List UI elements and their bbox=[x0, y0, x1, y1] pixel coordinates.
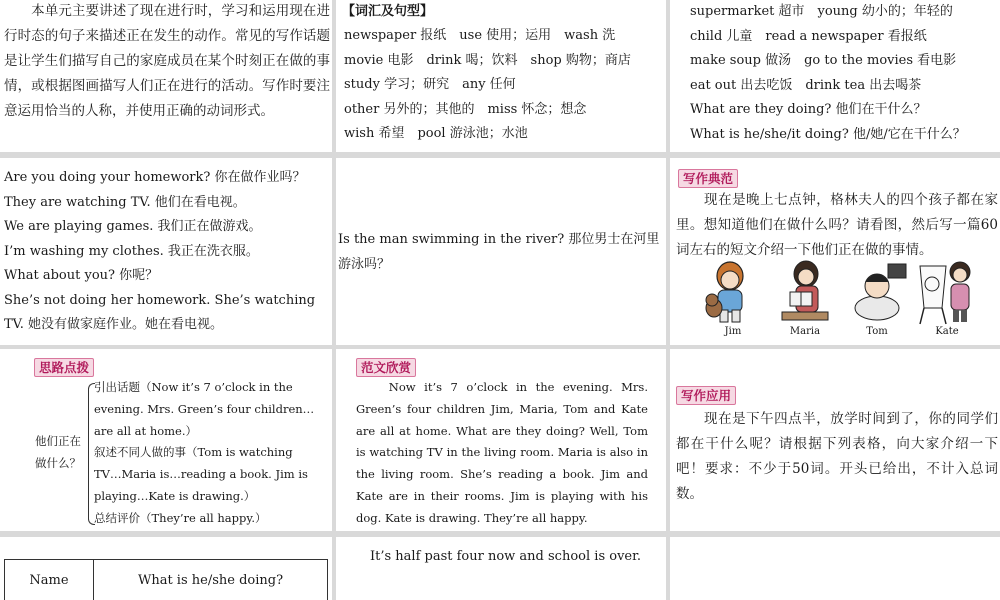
phrases-list bbox=[690, 0, 966, 147]
sample-tag: 范文欣赏 bbox=[356, 358, 416, 377]
girl-reading-icon bbox=[772, 258, 838, 326]
table-header-row bbox=[5, 560, 328, 600]
application-text: 现在是下午四点半，放学时间到了，你的同学们都在干什么呢？请根据下列表格，向大家介绍一下吧！要求：不少于50词。开头已给出，不计入总词数。 bbox=[676, 411, 998, 502]
sentences-cell bbox=[0, 158, 332, 345]
intro-text: 本单元主要讲述了现在进行时，学习和运用现在进行时态的句子来描述正在发生的动作。常见的写作话题是让学生们描写自己的家庭成员在某个时刻正在做的事情，或根据图画描写人们正在进行的活动。写作时要注意运用恰当的人称，并使用正确的动词形式。 bbox=[4, 3, 330, 119]
answer-start-text: It’s half past four now and school is over. bbox=[344, 549, 642, 564]
girl-drawing-icon bbox=[914, 258, 980, 326]
sentence-list bbox=[4, 166, 330, 338]
model-task-text: 现在是晚上七点钟，格林夫人的四个孩子都在家里。想知道他们在做什么吗？请看图，然后写一篇60词左右的短文介绍一下他们正在做的事情。 bbox=[676, 192, 998, 258]
sentence-line: We are playing games. 我们正在做游戏。 bbox=[4, 219, 262, 234]
phrase-line: supermarket 超市 young 幼小的；年轻的 bbox=[690, 4, 953, 19]
name-jim: Jim bbox=[724, 326, 742, 337]
outline-items bbox=[94, 377, 320, 530]
phrase-line: What are they doing? 他们在干什么？ bbox=[690, 102, 927, 117]
table-cell bbox=[0, 537, 332, 600]
intro-cell bbox=[0, 0, 332, 152]
vocab-line: newspaper 报纸 use 使用；运用 wash 洗 bbox=[344, 28, 616, 43]
boy-watching-tv-icon bbox=[844, 258, 910, 326]
sentence-line: She’s not doing her homework. She’s watching TV. 她没有做家庭作业。她在看电视。 bbox=[4, 292, 316, 332]
outline-cell bbox=[0, 349, 332, 531]
sentence-line: Are you doing your homework? 你在做作业吗？ bbox=[4, 170, 306, 185]
vocab-list bbox=[344, 24, 631, 147]
question-text: Is the man swimming in the river? 那位男士在河里游泳吗？ bbox=[338, 232, 660, 272]
answer-start-cell bbox=[336, 537, 666, 600]
phrase-line: eat out 出去吃饭 drink tea 出去喝茶 bbox=[690, 77, 922, 93]
sentence-line: I’m washing my clothes. 我正在洗衣服。 bbox=[4, 243, 259, 259]
outline-tag: 思路点拨 bbox=[34, 358, 94, 377]
name-kate: Kate bbox=[935, 326, 959, 337]
sentence-line: They are watching TV. 他们在看电视。 bbox=[4, 194, 246, 210]
boy-with-dog-icon bbox=[700, 258, 766, 326]
figure-tom bbox=[844, 258, 910, 337]
model-task-cell bbox=[670, 158, 1000, 345]
phrase-line: What is he/she/it doing? 他/她/它在干什么？ bbox=[690, 126, 966, 142]
outline-left-label: 他们正在做什么？ bbox=[35, 434, 81, 470]
sample-essay-cell bbox=[336, 349, 666, 531]
outline-item: 总结评价（They’re all happy.） bbox=[94, 510, 267, 525]
name-tom: Tom bbox=[866, 326, 888, 337]
model-tag: 写作典范 bbox=[678, 169, 738, 188]
vocab-line: study 学习；研究 any 任何 bbox=[344, 77, 516, 92]
question-cell bbox=[336, 158, 666, 345]
activity-table bbox=[4, 559, 328, 600]
phrases-cell bbox=[670, 0, 1000, 152]
header-name: Name bbox=[5, 560, 94, 600]
application-tag: 写作应用 bbox=[676, 386, 736, 405]
figure-jim bbox=[700, 258, 766, 337]
vocab-line: wish 希望 pool 游泳池；水池 bbox=[344, 126, 528, 141]
header-doing: What is he/she doing? bbox=[94, 560, 328, 600]
vocab-line: other 另外的；其他的 miss 怀念；想念 bbox=[344, 101, 587, 117]
name-maria: Maria bbox=[789, 326, 821, 337]
phrase-line: make soup 做汤 go to the movies 看电影 bbox=[690, 53, 957, 68]
outline-item: 叙述不同人做的事（Tom is watching TV…Maria is…reading a book. Jim is playing…Kate is drawing.） bbox=[94, 445, 308, 503]
children-illustration bbox=[700, 258, 980, 338]
application-cell bbox=[670, 349, 1000, 531]
phrase-line: child 儿童 read a newspaper 看报纸 bbox=[690, 28, 927, 44]
outline-item: 引出话题（Now it’s 7 o’clock in the evening. Mrs. Green’s four children…are all at home.） bbox=[94, 380, 315, 438]
vocab-cell bbox=[336, 0, 666, 152]
figure-maria bbox=[772, 258, 838, 337]
vocab-line: movie 电影 drink 喝；饮料 shop 购物；商店 bbox=[344, 52, 631, 68]
vocab-heading: 【词汇及句型】 bbox=[342, 4, 434, 19]
sample-essay-text: Now it’s 7 o’clock in the evening. Mrs. Green’s four children Jim, Maria, Tom and Kate are all at home. What are they doing? Well, Tom is watching TV in the living room. Maria is also in the living room. She’s reading a book. Jim and Kate are in their rooms. Jim is playing with his dog. Kate is drawing. They’re all happy. bbox=[356, 380, 648, 525]
sentence-line: What about you? 你呢？ bbox=[4, 268, 159, 283]
blank-cell bbox=[670, 537, 1000, 600]
figure-kate bbox=[914, 258, 980, 337]
